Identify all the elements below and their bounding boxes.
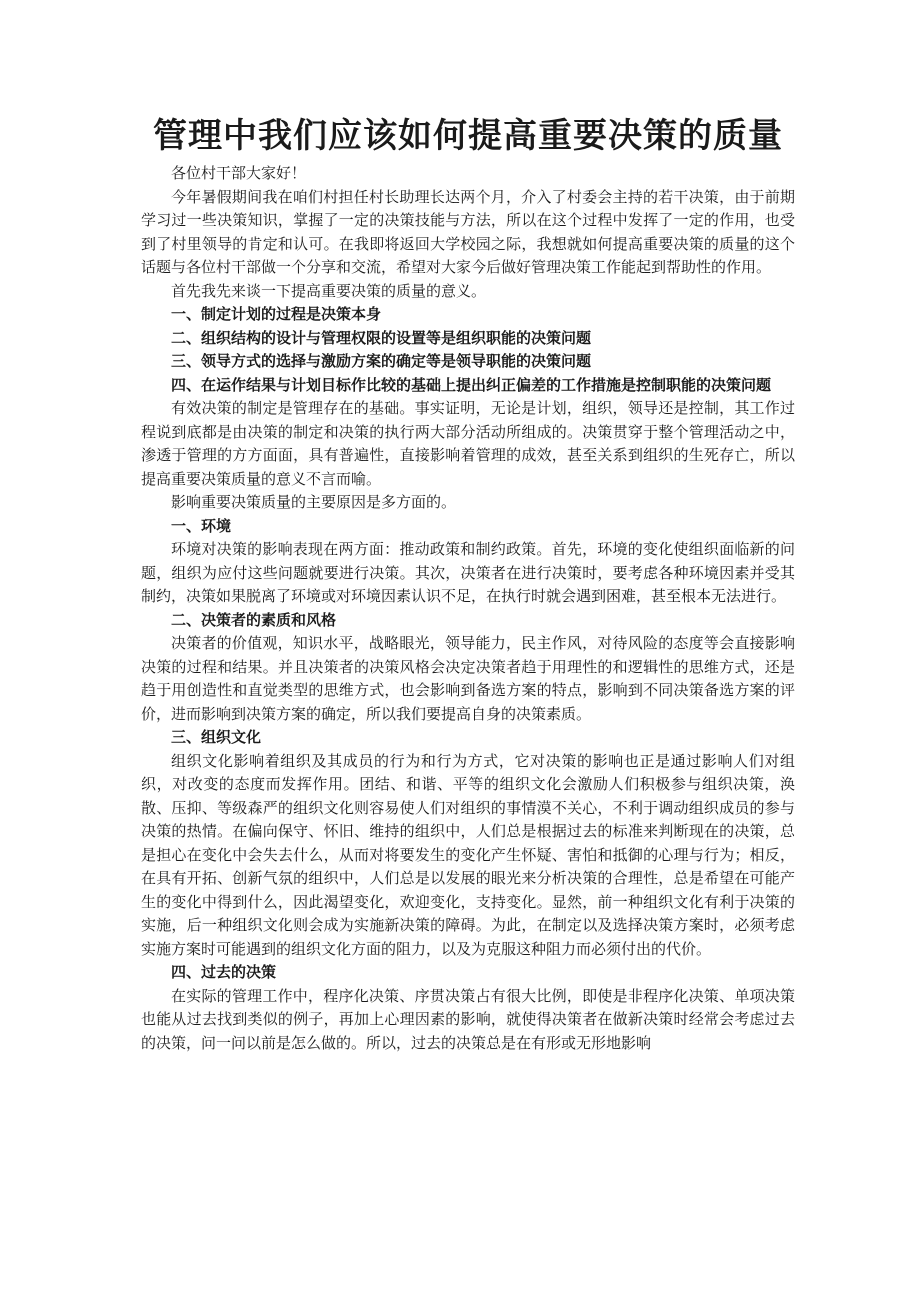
meaning-summary: 有效决策的制定是管理存在的基础。事实证明，无论是计划，组织，领导还是控制，其工作过程说到底都是由决策的制定和决策的执行两大部分活动所组成的。决策贯穿于整个管理活动之中，渗透于管理的方方面面，具有普遍性，直接影响着管理的成效，甚至关系到组织的生死存亡，所以提高重要决策质量的意义不言而喻。 (141, 399, 795, 488)
section-heading: 二、决策者的素质和风格 (171, 610, 337, 629)
meaning-point: 三、领导方式的选择与激励方案的确定等是领导职能的决策问题 (171, 352, 592, 370)
document-title: 管理中我们应该如何提高重要决策的质量 (153, 116, 783, 156)
section-body: 环境对决策的影响表现在两方面：推动政策和制约政策。首先，环境的变化使组织面临新的问题，组织为应付这些问题就要进行决策。其次，决策者在进行决策时，要考虑各种环境因素并受其制约，决策如果脱离了环境或对环境因素认识不足，在执行时就会遇到困难，甚至根本无法进行。 (141, 540, 795, 605)
section-body: 组织文化影响着组织及其成员的行为和行为方式，它对决策的影响也正是通过影响人们对组织，对改变的态度而发挥作用。团结、和谐、平等的组织文化会激励人们积极参与组织决策，涣散、压抑、等级森严的组织文化则容易使人们对组织的事情漠不关心，不利于调动组织成员的参与决策的热情。在偏向保守、怀旧、维持的组织中，人们总是根据过去的标准来判断现在的决策，总是担心在变化中会失去什么，从而对将要发生的变化产生怀疑、害怕和抵御的心理与行为；相反，在具有开拓、创新气氛的组织中，人们总是以发展的眼光来分析决策的合理性，总是希望在可能产生的变化中得到什么，因此渴望变化，欢迎变化，支持变化。显然，前一种组织文化有利于决策的实施，后一种组织文化则会成为实施新决策的障碍。为此，在制定以及选择决策方案时，必须考虑实施方案时可能遇到的组织文化方面的阻力，以及为克服这种阻力而必须付出的代价。 (141, 751, 795, 958)
meaning-point: 二、组织结构的设计与管理权限的设置等是组织职能的决策问题 (171, 328, 592, 347)
section-heading: 三、组织文化 (171, 728, 262, 746)
meaning-point: 四、在运作结果与计划目标作比较的基础上提出纠正偏差的工作措施是控制职能的决策问题 (171, 375, 772, 394)
section-body: 在实际的管理工作中，程序化决策、序贯决策占有很大比例，即使是非程序化决策、单项决策也能从过去找到类似的例子，再加上心理因素的影响，就使得决策者在做新决策时经常会考虑过去的决策，问一问以前是怎么做的。所以，过去的决策总是在有形或无形地影响 (141, 986, 795, 1052)
section-heading: 四、过去的决策 (171, 963, 277, 981)
meaning-lead: 首先我先来谈一下提高重要决策的质量的意义。 (171, 281, 487, 300)
intro-paragraph: 今年暑假期间我在咱们村担任村长助理长达两个月，介入了村委会主持的若干决策，由于前期学习过一些决策知识，掌握了一定的决策技能与方法，所以在这个过程中发挥了一定的作用，也受到了村里领导的肯定和认可。在我即将返回大学校园之际，我想就如何提高重要决策的质量的这个话题与各位村干部做一个分享和交流，希望对大家今后做好管理决策工作能起到帮助性的作用。 (141, 187, 795, 276)
factors-lead: 影响重要决策质量的主要原因是多方面的。 (171, 493, 457, 511)
section-heading: 一、环境 (171, 516, 232, 535)
section-body: 决策者的价值观，知识水平，战略眼光，领导能力，民主作风，对待风险的态度等会直接影响决策的过程和结果。并且决策者的决策风格会决定决策者趋于用理性的和逻辑性的思维方式，还是趋于用创造性和直觉类型的思维方式，也会影响到备选方案的特点，影响到不同决策备选方案的评价，进而影响到决策方案的确定，所以我们要提高自身的决策素质。 (141, 634, 795, 723)
meaning-point: 一、制定计划的过程是决策本身 (171, 305, 382, 323)
greeting: 各位村干部大家好！ (171, 164, 307, 182)
document-page (141, 112, 795, 1055)
